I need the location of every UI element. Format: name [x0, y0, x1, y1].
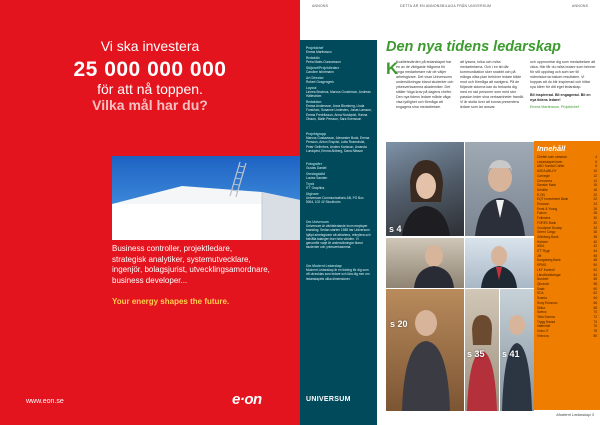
about-title: Om Universum	[306, 220, 329, 224]
credit-label: Projektchef	[306, 46, 324, 50]
toc-item-page: 34	[593, 225, 597, 230]
credits-column	[300, 40, 377, 425]
toc-item-name: Trygg Hansa	[537, 319, 556, 324]
toc-title: Innehåll	[537, 144, 566, 153]
photo-page-ref: s 20	[390, 319, 408, 329]
credit-label: Redaktion	[306, 100, 322, 104]
toc-item-name: Kungsberg Bank	[537, 258, 561, 263]
toc-item-page: 24	[593, 202, 597, 207]
ad-headline-line3: för att nå toppen.	[97, 81, 203, 97]
toc-item-name: Folkmera	[537, 216, 551, 221]
toc-item-page: 4	[595, 155, 597, 159]
toc-item-page: 30	[593, 216, 597, 221]
article-signature: Emma Martinsson, Projektchef	[530, 105, 579, 109]
toc-list	[536, 155, 598, 338]
toc-item-name: Saab	[537, 286, 545, 291]
article-column-1: Kvalitetsvärden på ledarskapet har en av de viktigaste frågorna för unga medarbetare när de väljer arbetsgivare. Det visar Universums undersökningar bland studenter och yrkesverksamma akademiker. Det ställer höga krav på dagens chefer. Den nya tidens ledare måste våga visa tydlighet och förmåga att engagera sina medarbetare.	[396, 60, 454, 109]
toc-item-name: Ledarskapet lever	[537, 159, 563, 164]
credit-value: Louise Sanden	[306, 176, 328, 181]
toc-item-page: 54	[593, 272, 597, 277]
toc-item-name: Skiba	[537, 305, 545, 310]
toc-item-page: 50	[593, 263, 597, 268]
toc-item-page: 66	[593, 300, 597, 305]
credit-label: Tryck	[306, 182, 315, 186]
credit-value: Marcus Gustavsson, Alexander Book, Emma Persson, Anton Enqvist, Lotta Rosenkvist, Peter Gellerfors, Anders Karlsson, Amanda Lundqvist, Emma Ahlberg, Dana Nilsson	[306, 136, 370, 153]
credit-block	[306, 172, 372, 180]
photo-page-ref: s 4	[389, 224, 402, 234]
toc-item-name: Nordnet	[537, 277, 549, 282]
toc-item-name: Länsförsäkringar	[537, 272, 561, 277]
toc-item-name: ABG Sundal Collier	[537, 164, 565, 169]
toc-item-page: 76	[593, 324, 597, 329]
header-annons-right: ANNONS	[572, 4, 589, 8]
toc-item-name: ITT Flygt	[537, 249, 550, 254]
header-annons-left: ANNONS	[312, 4, 329, 8]
toc-item-page: 48	[593, 258, 597, 263]
about-modernt-ledarskap	[306, 264, 372, 281]
photo-woman-smiling	[465, 289, 499, 411]
ml-title: Om Modernt Ledarskap	[306, 264, 342, 268]
credit-block	[306, 86, 372, 99]
toc-item-name: Ernst & Young	[537, 206, 558, 211]
toc-item-page: 32	[593, 220, 597, 225]
toc-item-name: JM	[537, 253, 542, 258]
credit-value: Emma Andersson, Anna Blomberg, Linda Forsblom, Susanne Lindesten, Jonas Larsson, Emma Fredriksson, Anna Nordqvist, Hanna Olsson, Malin Persson, Sara Svensson	[306, 104, 372, 121]
credit-label: Projektgrupp	[306, 132, 326, 136]
ad-headline-line1: Vi ska investera	[100, 38, 200, 54]
table-of-contents	[534, 141, 600, 410]
toc-item-name: Danske Bank	[537, 183, 556, 188]
toc-item-page: 38	[593, 234, 597, 239]
toc-item-page: 62	[593, 291, 597, 296]
toc-item-page: 28	[593, 211, 597, 216]
toc-item-name: Cernovera	[537, 178, 552, 183]
toc-item-name: IKEA	[537, 244, 545, 249]
credit-block	[306, 56, 372, 64]
toc-item-name: Goodyear Dunlop	[537, 225, 562, 230]
article-signoff: Bli inspirerad. Bli engagerad. Bli en nya tidens ledare!	[530, 93, 591, 102]
toc-item-page: 70	[593, 310, 597, 315]
toc-item-page: 10	[593, 169, 597, 174]
article-column-3	[530, 60, 596, 110]
photo-man-portrait	[465, 142, 534, 236]
toc-item-name: Vinnova	[537, 333, 549, 338]
toc-item-page: 80	[593, 333, 597, 338]
toc-item-name: Carnegie	[537, 173, 550, 178]
credit-block	[306, 76, 372, 84]
toc-item-page: 58	[593, 281, 597, 286]
toc-item-name: Vattenfall	[537, 324, 551, 329]
ad-job-line: ingenjör, bolagsjurist, utvecklingsamordnare,	[112, 265, 270, 274]
article-title: Den nya tidens ledarskap	[386, 39, 561, 55]
ad-job-list	[112, 244, 297, 286]
photo-man-office	[386, 238, 464, 288]
toc-item-page: 78	[593, 329, 597, 334]
about-text: Universum är världsledande inom employer branding. Sedan starten 1988 har Universum hjälpt arbetsgivare att attrahera, rekrytera och behålla talanger över hela världen. Vi genomför varje år undersökningar bland studenter och yrkesverksamma.	[306, 224, 371, 250]
toc-item-name: Sony Ericsson	[537, 300, 558, 305]
photo-man-group	[386, 289, 464, 411]
toc-item-name: FOREX Bank	[537, 220, 557, 225]
toc-item-page: 16	[593, 183, 597, 188]
toc-item-page: 40	[593, 239, 597, 244]
page-footer: Moderni Ledarskap 3	[556, 412, 594, 417]
toc-item-page: 6	[595, 159, 597, 164]
credit-label: Omslagsbild	[306, 172, 326, 176]
toc-item-page: 14	[593, 178, 597, 183]
toc-item-page: 68	[593, 305, 597, 310]
toc-item-page: 8	[595, 164, 597, 169]
photo-page-ref: s 35	[467, 349, 485, 359]
toc-item-page: 46	[593, 253, 597, 258]
credit-value: Gustav Dardel	[306, 166, 327, 171]
toc-item-page: 64	[593, 296, 597, 301]
toc-item-page: 26	[593, 206, 597, 211]
article-dropcap: K	[386, 59, 399, 78]
ad-photo-building-ladder	[112, 156, 300, 240]
credit-value: Emma Martinsson	[306, 50, 332, 55]
credit-value: Petra Malm-Gunnarsson	[306, 60, 341, 65]
toc-item-name: Sweco	[537, 310, 547, 315]
credit-value: Robert Gosgengerk	[306, 80, 334, 85]
toc-item-name: Telia Sonera	[537, 314, 555, 319]
article-column-3-text: och uppmuntrar dig som medarbetare att växa. Här får du möta ledare som brinner för sitt uppdrag och som ser till människorna bakom resultaten. Vi hoppas att du blir inspirerad och hittar nya idéer för ditt eget ledarskap.	[530, 60, 596, 89]
ad-job-line: Business controller, projektledare,	[112, 244, 233, 253]
building-ladder-illustration	[112, 156, 300, 240]
toc-item-page: 52	[593, 267, 597, 272]
toc-item-name: Chefen som utmanar	[537, 155, 567, 159]
header-supplement-note: DETTA ÄR EN ANNONSBILAGA FRÅN UNIVERSUM	[400, 4, 492, 8]
toc-item-name: KPMG	[537, 263, 547, 268]
toc-item-page: 72	[593, 314, 597, 319]
credit-value: ITT Graphics	[306, 186, 325, 191]
ad-headline-question: Vilka mål har du?	[92, 97, 208, 113]
credit-block	[306, 66, 372, 74]
ad-job-line: strategisk analytiker, systemutvecklare,	[112, 254, 251, 264]
credit-label: Redaktör	[306, 56, 320, 60]
ml-text: Modernt Ledarskap är en tidning för dig som vill utvecklas som ledare och lära dig mer om ledarskapets olika dimensioner.	[306, 268, 370, 281]
toc-item-page: 74	[593, 319, 597, 324]
toc-item-name: SCA	[537, 291, 544, 296]
universum-logo: UNIVERSUM	[306, 396, 351, 403]
photo-man-suit	[465, 238, 534, 288]
photo-woman-portrait	[386, 142, 464, 236]
about-universum	[306, 220, 372, 249]
credit-block	[306, 192, 372, 205]
credit-block	[306, 46, 372, 54]
credit-label: Fotografer	[306, 162, 322, 166]
ad-url-link[interactable]: www.eon.se	[26, 398, 64, 405]
toc-item-name: ASEA ABLOY	[537, 169, 557, 174]
toc-item[interactable]	[536, 334, 598, 339]
credit-block	[306, 132, 372, 153]
toc-item-name: Volvo IT	[537, 329, 549, 334]
toc-item-page: 12	[593, 173, 597, 178]
credit-block	[306, 162, 372, 170]
toc-item-name: Green Cargo	[537, 230, 556, 235]
credit-label: Layout	[306, 86, 317, 90]
toc-item-page: 44	[593, 249, 597, 254]
toc-item-name: E.ON	[537, 192, 545, 197]
credit-block	[306, 182, 372, 190]
toc-item-name: Qbranch	[537, 281, 550, 286]
ad-job-line: business developer...	[112, 275, 188, 285]
toc-item-page: 36	[593, 230, 597, 235]
credit-block	[306, 100, 372, 121]
photo-man-standing	[500, 289, 534, 411]
toc-item-name: Falcon	[537, 211, 547, 216]
credit-label: Säljchef/Projektledare	[306, 66, 340, 70]
ad-headline-amount: 25 000 000 000	[73, 58, 227, 81]
photo-page-ref: s 41	[502, 349, 520, 359]
toc-item-page: 18	[593, 187, 597, 192]
toc-item-name: EQT Investment Bank	[537, 197, 569, 202]
eon-logo: e·on	[232, 391, 262, 408]
credit-label: Utgivare	[306, 192, 319, 196]
toc-item-name: Holmen	[537, 239, 548, 244]
toc-item-name: LKF Kontroll	[537, 267, 555, 272]
toc-item-name: Ericsson	[537, 202, 550, 207]
credit-value: Caroline Isfortmann	[306, 70, 334, 75]
toc-item-page: 42	[593, 244, 597, 249]
ad-tagline: Your energy shapes the future.	[112, 297, 230, 306]
toc-item-page: 60	[593, 286, 597, 291]
toc-item-page: 20	[593, 192, 597, 197]
credit-value: Universum Communications AB, PO Box 5064, 102 42 Stockholm	[306, 196, 364, 205]
article-column-2: att lyssna, tolka och möta medarbetarna. Och i en tid där kommunikation sker snabbt och på många olika plan behöver ledare både mod och förmåga att navigera. På de följande sidorna kan du bekanta dig med en rad personer som med stor passion leder sina verksamheter framåt. Vi är stolta över att kunna presentera ledare som tar ansvar.	[460, 60, 524, 109]
toc-item-page: 56	[593, 277, 597, 282]
toc-item-name: Deloitte	[537, 187, 548, 192]
toc-item-name: Göteborg Bank	[537, 234, 559, 239]
credit-value: Linnea Brodeus, Marcus Gunderson, Andreas Hälleström	[306, 90, 371, 99]
credit-label: Art Director	[306, 76, 324, 80]
toc-item-name: Scania	[537, 296, 547, 301]
toc-item-page: 22	[593, 197, 597, 202]
editorial-page	[300, 0, 600, 425]
